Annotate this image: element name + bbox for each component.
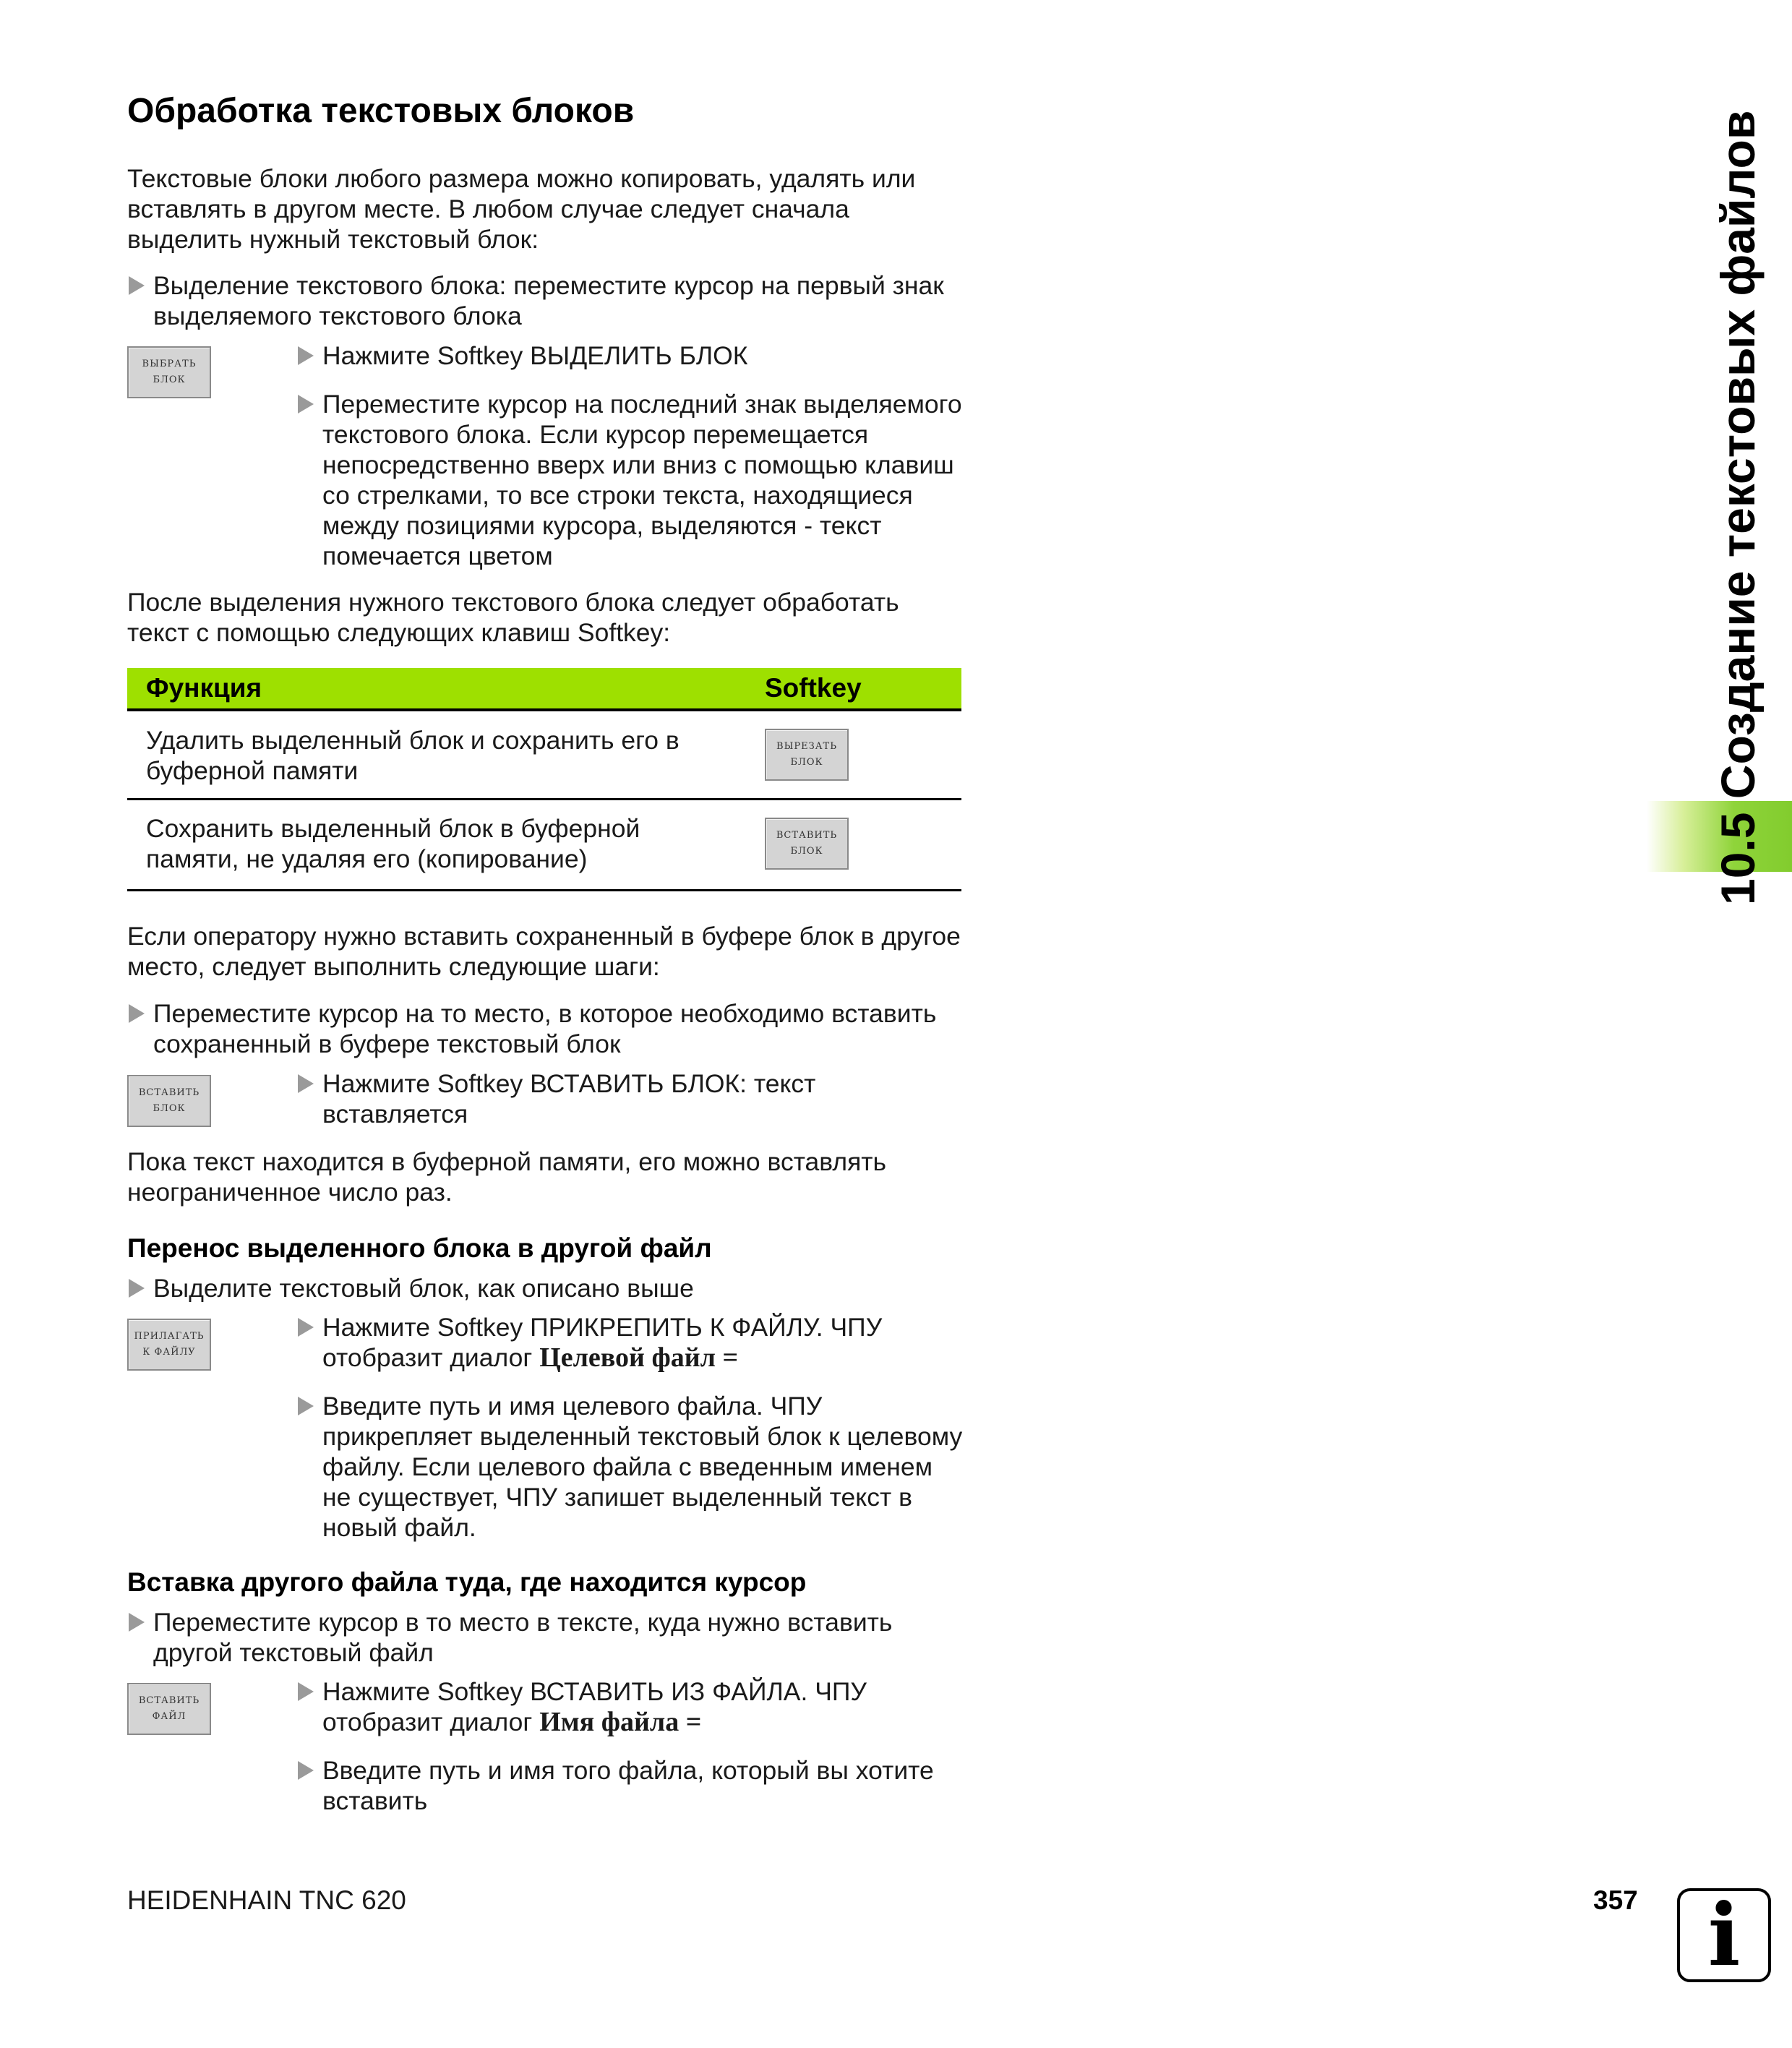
step-press-attach: Нажмите Softkey ПРИКРЕПИТЬ К ФАЙЛУ. ЧПУ отобразит диалог Целевой файл = bbox=[296, 1312, 966, 1373]
step-move-cursor-in-text: Переместите курсор в то место в тексте, куда нужно вставить другой текстовый файл bbox=[127, 1607, 966, 1668]
section-title-insert-file: Вставка другого файла туда, где находится курсор bbox=[127, 1567, 807, 1597]
softkey-cut-block[interactable]: ВЫРЕЗАТЬ БЛОК bbox=[765, 729, 849, 781]
footer-product: HEIDENHAIN TNC 620 bbox=[127, 1885, 406, 1915]
arrow-icon bbox=[298, 346, 314, 365]
table-cell-function: Удалить выделенный блок и сохранить его в буферной памяти bbox=[146, 726, 679, 785]
column-header-softkey: Softkey bbox=[765, 673, 862, 703]
table-row bbox=[127, 800, 961, 891]
step-press-insert: Нажмите Softkey ВСТАВИТЬ БЛОК: текст вставляется bbox=[296, 1068, 966, 1129]
step-enter-target-path: Введите путь и имя целевого файла. ЧПУ прикрепляет выделенный текстовый блок к целевому файлу. Если целевого файла с введенным именем не существует, ЧПУ запишет выделенный текст в новый файл. bbox=[296, 1391, 966, 1543]
arrow-icon bbox=[298, 1074, 314, 1093]
buffer-note-paragraph: Пока текст находится в буферной памяти, его можно вставлять неограниченное число раз. bbox=[127, 1147, 887, 1207]
arrow-icon bbox=[129, 276, 145, 295]
chapter-side-title bbox=[1709, 111, 1767, 905]
table-cell-function: Сохранить выделенный блок в буферной памяти, не удаляя его (копирование) bbox=[146, 814, 640, 873]
chapter-number: 10.5 bbox=[1711, 812, 1765, 905]
step-press-select: Нажмите Softkey ВЫДЕЛИТЬ БЛОК bbox=[296, 340, 966, 371]
step-press-insert-file: Нажмите Softkey ВСТАВИТЬ ИЗ ФАЙЛА. ЧПУ отобразит диалог Имя файла = bbox=[296, 1676, 966, 1737]
arrow-icon bbox=[298, 1761, 314, 1780]
after-select-paragraph: После выделения нужного текстового блока следует обработать текст с помощью следующих клавиш Softkey: bbox=[127, 588, 899, 647]
table-header bbox=[127, 668, 961, 711]
softkey-insert-file[interactable]: ВСТАВИТЬ ФАЙЛ bbox=[127, 1683, 211, 1735]
intro-paragraph: Текстовые блоки любого размера можно копировать, удалять или вставлять в другом месте. В любом случае следует сначала выделить нужный текстовый блок: bbox=[127, 164, 916, 254]
arrow-icon bbox=[298, 1318, 314, 1337]
info-icon: i bbox=[1677, 1888, 1771, 1982]
softkey-attach-to-file[interactable]: ПРИЛАГАТЬ К ФАЙЛУ bbox=[127, 1319, 211, 1371]
arrow-icon bbox=[129, 1613, 145, 1632]
arrow-icon bbox=[129, 1004, 145, 1023]
step-enter-file-path: Введите путь и имя того файла, который вы хотите вставить bbox=[296, 1755, 966, 1816]
arrow-icon bbox=[298, 1682, 314, 1701]
step-highlight-block: Выделите текстовый блок, как описано выше bbox=[127, 1273, 966, 1303]
arrow-icon bbox=[298, 1397, 314, 1415]
dialog-file-name: Имя файла = bbox=[539, 1707, 702, 1737]
step-select-block: Выделение текстового блока: переместите курсор на первый знак выделяемого текстового блока bbox=[127, 270, 966, 331]
softkey-select-block[interactable]: ВЫБРАТЬ БЛОК bbox=[127, 346, 211, 398]
dialog-target-file: Целевой файл = bbox=[539, 1342, 739, 1373]
insert-intro-paragraph: Если оператору нужно вставить сохраненный в буфере блок в другое место, следует выполнить следующие шаги: bbox=[127, 922, 961, 981]
softkey-copy-block[interactable]: ВСТАВИТЬ БЛОК bbox=[765, 818, 849, 870]
table-row bbox=[127, 711, 961, 800]
softkey-table bbox=[127, 668, 961, 891]
page-title: Обработка текстовых блоков bbox=[127, 92, 635, 130]
section-title-transfer: Перенос выделенного блока в другой файл bbox=[127, 1233, 712, 1263]
arrow-icon bbox=[298, 395, 314, 414]
softkey-insert-block[interactable]: ВСТАВИТЬ БЛОК bbox=[127, 1075, 211, 1127]
column-header-function: Функция bbox=[146, 673, 262, 703]
page-number: 357 bbox=[1593, 1885, 1638, 1915]
step-move-cursor: Переместите курсор на последний знак выделяемого текстового блока. Если курсор перемещается непосредственно вверх или вниз с помощью клавиш со стрелками, то все строки текста, находящиеся между позициями курсора, выделяются - текст помечается цветом bbox=[296, 389, 966, 571]
step-move-to-place: Переместите курсор на то место, в которое необходимо вставить сохраненный в буфере текстовый блок bbox=[127, 998, 966, 1059]
chapter-title: Создание текстовых файлов bbox=[1711, 110, 1765, 800]
arrow-icon bbox=[129, 1279, 145, 1298]
